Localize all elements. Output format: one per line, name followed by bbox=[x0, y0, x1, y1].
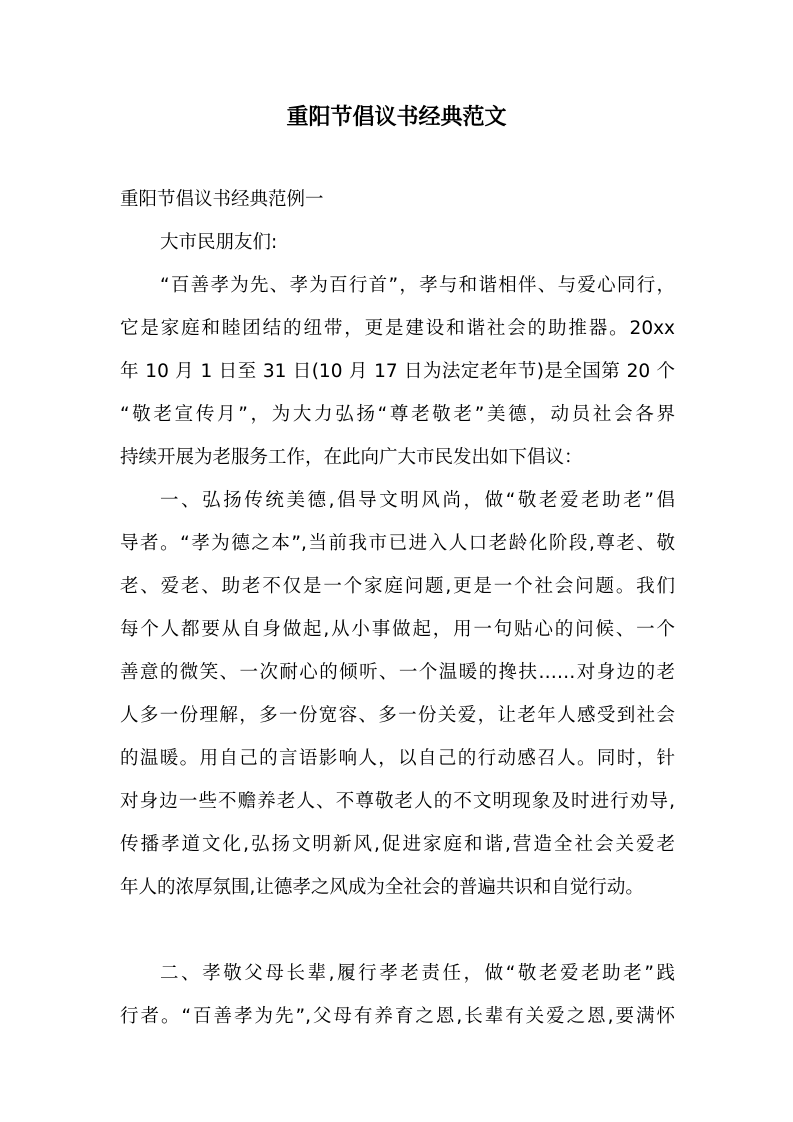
body-line: 每个人都要从自身做起,从小事做起，用一句贴心的问候、一个 bbox=[120, 619, 675, 640]
body-line: 老、爱老、助老不仅是一个家庭问题,更是一个社会问题。我们 bbox=[120, 576, 675, 597]
body-line: 持续开展为老服务工作，在此向广大市民发出如下倡议： bbox=[120, 447, 583, 468]
document-title: 重阳节倡议书经典范文 bbox=[286, 105, 507, 130]
body-line: “敬老宣传月”，为大力弘扬“尊老敬老”美德，动员社会各界 bbox=[120, 404, 675, 425]
body-line: 的温暖。用自己的言语影响人，以自己的行动感召人。同时，针 bbox=[120, 748, 675, 769]
body-line: 善意的微笑、一次耐心的倾听、一个温暖的搀扶……对身边的老 bbox=[120, 662, 675, 683]
greeting: 大市民朋友们: bbox=[160, 232, 278, 253]
section-subtitle: 重阳节倡议书经典范例一 bbox=[120, 189, 324, 210]
body-line: 行者。“百善孝为先”,父母有养育之恩,长辈有关爱之恩,要满怀 bbox=[120, 1006, 675, 1027]
body-line: 二、孝敬父母长辈,履行孝老责任，做“敬老爱老助老”践 bbox=[160, 963, 675, 984]
body-line: 一、弘扬传统美德,倡导文明风尚，做“敬老爱老助老”倡 bbox=[160, 490, 675, 511]
body-line: 传播孝道文化,弘扬文明新风,促进家庭和谐,营造全社会关爱老 bbox=[120, 834, 675, 855]
body-line: 年人的浓厚氛围,让德孝之风成为全社会的普遍共识和自觉行动。 bbox=[120, 877, 644, 898]
body-line: 对身边一些不赡养老人、不尊敬老人的不文明现象及时进行劝导, bbox=[120, 791, 675, 812]
body-line: 导者。“孝为德之本”,当前我市已进入人口老龄化阶段,尊老、敬 bbox=[120, 533, 675, 554]
body-line: 年 10 月 1 日至 31 日(10 月 17 日为法定老年节)是全国第 20 个 bbox=[120, 361, 675, 382]
body-line: 它是家庭和睦团结的纽带，更是建设和谐社会的助推器。20xx bbox=[120, 318, 675, 339]
body-line: 人多一份理解，多一份宽容、多一份关爱，让老年人感受到社会 bbox=[120, 705, 675, 726]
body-line: “百善孝为先、孝为百行首”，孝与和谐相伴、与爱心同行， bbox=[160, 275, 675, 296]
